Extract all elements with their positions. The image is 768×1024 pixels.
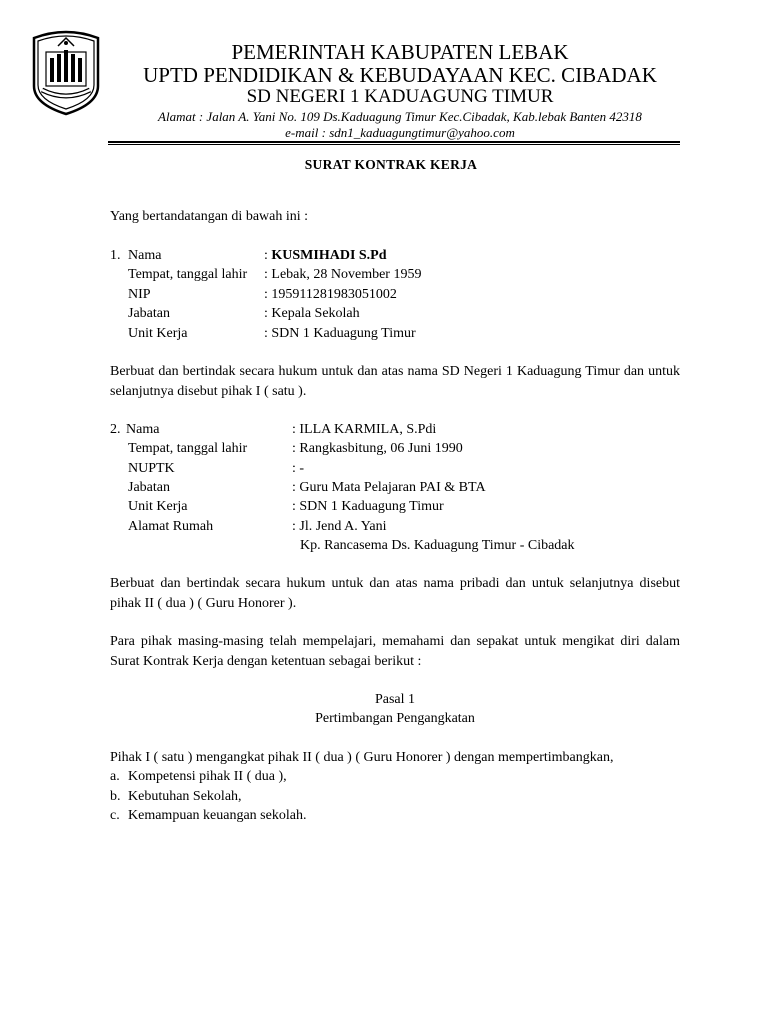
letterhead-government: PEMERINTAH KABUPATEN LEBAK: [231, 40, 569, 64]
document-title: SURAT KONTRAK KERJA: [304, 157, 478, 172]
party2-label: Unit Kerja: [128, 499, 188, 514]
party2-value: : Guru Mata Pelajaran PAI & BTA: [292, 480, 486, 495]
party1-label: Tempat, tanggal lahir: [128, 267, 248, 282]
party1-number: 1.: [110, 248, 121, 263]
letterhead-school: SD NEGERI 1 KADUAGUNG TIMUR: [246, 86, 554, 107]
party2-address-line2: Kp. Rancasema Ds. Kaduagung Timur - Cibadak: [300, 538, 575, 553]
letterhead-office: UPTD PENDIDIKAN & KEBUDAYAAN KEC. CIBADAK: [143, 63, 657, 87]
letterhead-divider: [108, 141, 680, 143]
letterhead-divider-thin: [108, 144, 680, 145]
party2-label: NUPTK: [128, 461, 175, 476]
party1-label: Nama: [128, 248, 162, 263]
intro-text: Yang bertandatangan di bawah ini :: [110, 209, 309, 224]
party1-statement: Berbuat dan bertindak secara hukum untuk dan atas nama SD Negeri 1 Kaduagung Timur dan untuk selanjutnya disebut pihak I ( satu ).: [110, 364, 680, 399]
party2-value: : SDN 1 Kaduagung Timur: [292, 499, 444, 514]
party2-label: Tempat, tanggal lahir: [128, 441, 248, 456]
party2-statement: Berbuat dan bertindak secara hukum untuk dan atas nama pribadi dan untuk selanjutnya disebut pihak II ( dua ) ( Guru Honorer ).: [110, 576, 680, 611]
list-item-marker: b.: [110, 789, 121, 804]
letterhead-email: e-mail : sdn1_kaduagungtimur@yahoo.com: [285, 125, 515, 140]
party2-value: : ILLA KARMILA, S.Pdi: [292, 422, 437, 437]
party1-label: NIP: [128, 287, 151, 302]
list-item: Kompetensi pihak II ( dua ),: [128, 769, 287, 784]
party2-value: : -: [292, 461, 305, 476]
party2-value: : Rangkasbitung, 06 Juni 1990: [292, 441, 463, 456]
party1-label: Unit Kerja: [128, 326, 188, 341]
party1-value: : 195911281983051002: [264, 287, 397, 302]
pasal1-lead: Pihak I ( satu ) mengangkat pihak II ( dua ) ( Guru Honorer ) dengan mempertimbangkan,: [110, 750, 614, 765]
list-item-marker: a.: [110, 769, 120, 784]
party1-value: : Lebak, 28 November 1959: [264, 267, 422, 282]
party1-value: : SDN 1 Kaduagung Timur: [264, 326, 416, 341]
party2-label: Jabatan: [128, 480, 170, 495]
pasal1-heading: Pasal 1: [374, 692, 416, 707]
party1-label: Jabatan: [128, 306, 170, 321]
list-item-marker: c.: [110, 808, 120, 823]
party2-label: Nama: [126, 422, 160, 437]
pasal1-subheading: Pertimbangan Pengangkatan: [315, 711, 475, 726]
list-item: Kebutuhan Sekolah,: [128, 789, 242, 804]
regency-emblem-icon: [28, 28, 104, 116]
party1-value-colon: :: [264, 248, 272, 263]
agreement-text: Para pihak masing-masing telah mempelajari, memahami dan sepakat untuk mengikat diri dalam Surat Kontrak Kerja dengan ketentuan sebagai berikut :: [110, 634, 680, 669]
party2-label: Alamat Rumah: [128, 519, 214, 534]
letterhead-address: Alamat : Jalan A. Yani No. 109 Ds.Kaduagung Timur Kec.Cibadak, Kab.lebak Banten 42318: [158, 109, 642, 124]
party2-value: : Jl. Jend A. Yani: [292, 519, 387, 534]
party1-value: : Kepala Sekolah: [264, 306, 360, 321]
party2-number: 2.: [110, 422, 121, 437]
list-item: Kemampuan keuangan sekolah.: [128, 808, 307, 823]
party1-name-value: KUSMIHADI S.Pd: [271, 248, 387, 263]
